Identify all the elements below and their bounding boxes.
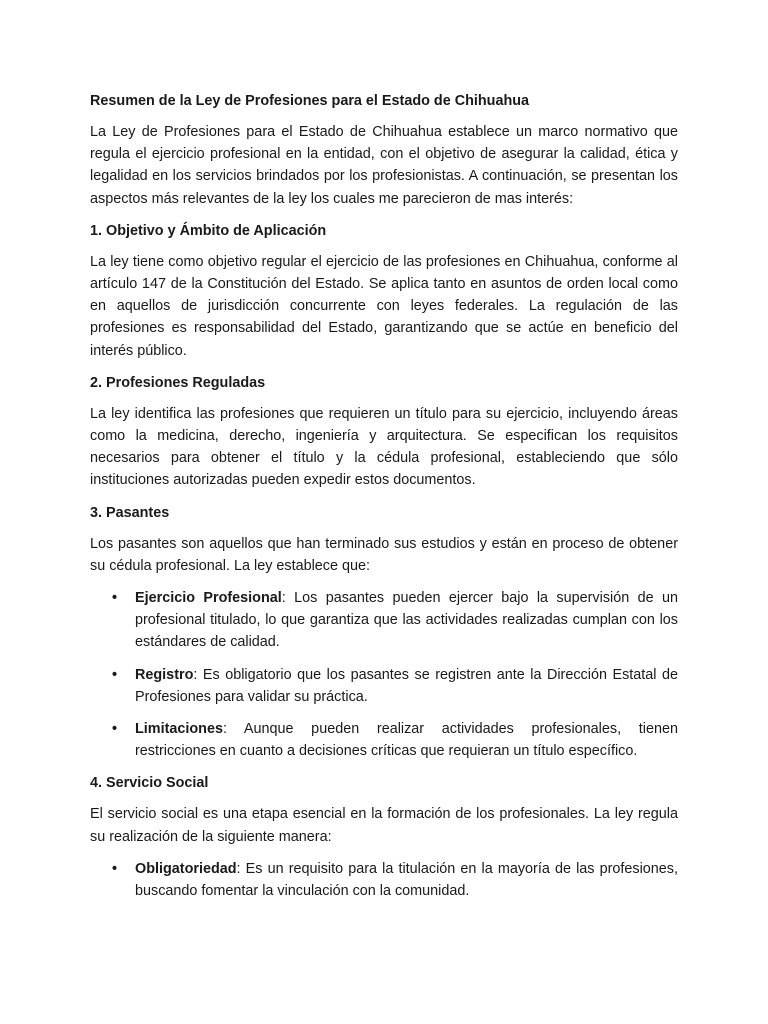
section-heading: 4. Servicio Social (90, 775, 209, 792)
section-paragraph: Los pasantes son aquellos que han terminado sus estudios y están en proceso de obtener su cédula profesional. La ley establece que: (90, 535, 678, 574)
bullet-item (90, 664, 678, 708)
bullet-list (90, 858, 678, 902)
section-paragraph: La ley identifica las profesiones que requieren un título para su ejercicio, incluyendo áreas como la medicina, derecho, ingeniería y arquitectura. Se especifican los requisitos necesarios para obtener el título y la cédula profesional, estableciendo que sólo instituciones autorizadas pueden expedir estos documentos. (90, 405, 678, 489)
bullet-dot-icon: • (112, 721, 118, 738)
section-paragraph: La ley tiene como objetivo regular el ejercicio de las profesiones en Chihuahua, conforme al artículo 147 de la Constitución del Estado. Se aplica tanto en asuntos de orden local como en aquellos de jurisdicción concurrente con leyes federales. La regulación de las profesiones es responsabilidad del Estado, garantizando que se actúe en beneficio del interés público. (90, 253, 678, 359)
document-title: Resumen de la Ley de Profesiones para el Estado de Chihuahua (90, 93, 530, 109)
section-heading: 1. Objetivo y Ámbito de Aplicación (90, 222, 327, 239)
document-page (90, 90, 678, 912)
bullet-item (90, 718, 678, 762)
bullet-dot-icon: • (112, 860, 118, 877)
section-heading: 3. Pasantes (90, 504, 170, 521)
bullet-description: : Es un requisito para la titulación en la mayoría de las profesiones, buscando fomentar la vinculación con la comunidad. (135, 860, 678, 900)
bullet-term: Obligatoriedad (135, 860, 237, 877)
bullet-dot-icon: • (112, 590, 118, 607)
bullet-description: : Es obligatorio que los pasantes se registren ante la Dirección Estatal de Profesiones para validar su práctica. (135, 666, 678, 705)
bullet-dot-icon: • (112, 666, 118, 683)
bullet-term: Limitaciones (135, 721, 223, 738)
bullet-term: Registro (135, 666, 194, 683)
bullet-item (90, 587, 678, 654)
bullet-list (90, 587, 678, 762)
bullet-description: : Los pasantes pueden ejercer bajo la supervisión de un profesional titulado, lo que garantiza que las actividades realizadas cumplan con los estándares de calidad. (135, 590, 678, 651)
section-heading: 2. Profesiones Reguladas (90, 374, 266, 391)
bullet-item (90, 858, 678, 902)
intro-paragraph: La Ley de Profesiones para el Estado de Chihuahua establece un marco normativo que regula el ejercicio profesional en la entidad, con el objetivo de asegurar la calidad, ética y legalidad en los servicios brindados por los profesionistas. A continuación, se presentan los aspectos más relevantes de la ley los cuales me parecieron de mas interés: (90, 124, 678, 207)
bullet-term: Ejercicio Profesional (135, 590, 282, 607)
section-paragraph: El servicio social es una etapa esencial en la formación de los profesionales. La ley regula su realización de la siguiente manera: (90, 806, 678, 845)
bullet-description: : Aunque pueden realizar actividades profesionales, tienen restricciones en cuanto a decisiones críticas que requieran un título específico. (135, 721, 678, 760)
